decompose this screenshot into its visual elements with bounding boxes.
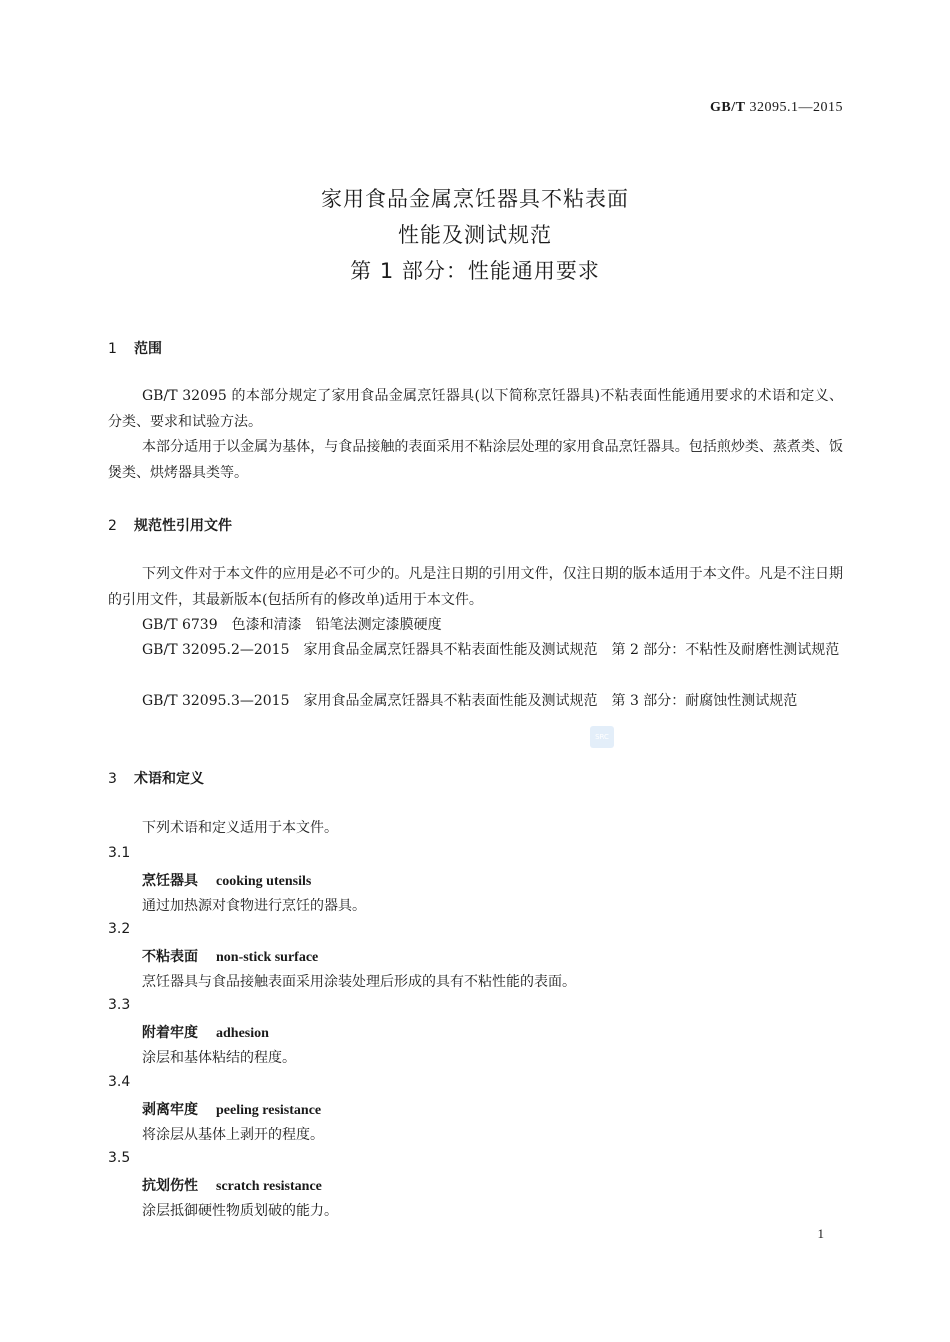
scope-paragraph-1: GB/T 32095 的本部分规定了家用食品金属烹饪器具(以下简称烹饪器具)不粘表面性能通用要求的术语和定义、分类、要求和试验方法。 bbox=[108, 388, 843, 430]
page-number: 1 bbox=[817, 1226, 824, 1241]
term-en: cooking utensils bbox=[216, 874, 312, 889]
term-zh: 附着牢度 bbox=[142, 1025, 198, 1041]
section-title: 术语和定义 bbox=[134, 771, 204, 787]
term-definition: 通过加热源对食物进行烹饪的器具。 bbox=[142, 898, 366, 914]
title-line-3: 第 1 部分：性能通用要求 bbox=[350, 259, 600, 283]
term-entry bbox=[142, 1099, 321, 1119]
section-1-heading bbox=[108, 338, 162, 358]
term-entry bbox=[142, 870, 311, 890]
term-number: 3.4 bbox=[108, 1074, 131, 1090]
standard-prefix: GB/T bbox=[710, 100, 746, 115]
term-en: non-stick surface bbox=[216, 950, 319, 965]
term-en: adhesion bbox=[216, 1026, 269, 1041]
reference-item: GB/T 32095.2—2015 家用食品金属烹饪器具不粘表面性能及测试规范 第 2 部分：不粘性及耐磨性测试规范 bbox=[142, 642, 840, 658]
section-title: 范围 bbox=[134, 341, 162, 357]
term-entry bbox=[142, 1175, 322, 1195]
term-zh: 剥离牢度 bbox=[142, 1102, 198, 1118]
terms-intro: 下列术语和定义适用于本文件。 bbox=[142, 820, 338, 836]
term-definition: 烹饪器具与食品接触表面采用涂装处理后形成的具有不粘性能的表面。 bbox=[142, 974, 576, 990]
references-intro: 下列文件对于本文件的应用是必不可少的。凡是注日期的引用文件，仅注日期的版本适用于本文件。凡是不注日期的引用文件，其最新版本(包括所有的修改单)适用于本文件。 bbox=[108, 566, 843, 608]
section-number: 3 bbox=[108, 771, 117, 787]
term-definition: 涂层和基体粘结的程度。 bbox=[142, 1050, 296, 1066]
section-3-heading bbox=[108, 768, 204, 788]
term-number: 3.3 bbox=[108, 997, 131, 1013]
term-number: 3.1 bbox=[108, 845, 131, 861]
term-zh: 抗划伤性 bbox=[142, 1178, 198, 1194]
term-zh: 烹饪器具 bbox=[142, 873, 198, 889]
term-zh: 不粘表面 bbox=[142, 949, 198, 965]
term-en: peeling resistance bbox=[216, 1103, 322, 1118]
title-line-2: 性能及测试规范 bbox=[398, 223, 552, 247]
term-entry bbox=[142, 946, 318, 966]
term-en: scratch resistance bbox=[216, 1179, 322, 1194]
scope-paragraph-2: 本部分适用于以金属为基体，与食品接触的表面采用不粘涂层处理的家用食品烹饪器具。包括煎炒类、蒸煮类、饭煲类、烘烤器具类等。 bbox=[108, 439, 843, 481]
term-definition: 将涂层从基体上剥开的程度。 bbox=[142, 1127, 324, 1143]
reference-item: GB/T 32095.3—2015 家用食品金属烹饪器具不粘表面性能及测试规范 第 3 部分：耐腐蚀性测试规范 bbox=[142, 693, 798, 709]
term-number: 3.2 bbox=[108, 921, 131, 937]
standard-code bbox=[710, 100, 843, 116]
term-definition: 涂层抵御硬性物质划破的能力。 bbox=[142, 1203, 338, 1219]
title-line-1: 家用食品金属烹饪器具不粘表面 bbox=[321, 187, 629, 211]
reference-item: GB/T 6739 色漆和清漆 铅笔法测定漆膜硬度 bbox=[142, 617, 442, 633]
term-number: 3.5 bbox=[108, 1150, 131, 1166]
section-title: 规范性引用文件 bbox=[134, 518, 232, 534]
watermark-logo: SRC bbox=[590, 726, 614, 748]
standard-number: 32095.1—2015 bbox=[749, 100, 843, 115]
term-entry bbox=[142, 1022, 269, 1042]
section-number: 1 bbox=[108, 341, 117, 357]
section-2-heading bbox=[108, 515, 232, 535]
document-title bbox=[0, 181, 950, 289]
section-number: 2 bbox=[108, 518, 117, 534]
